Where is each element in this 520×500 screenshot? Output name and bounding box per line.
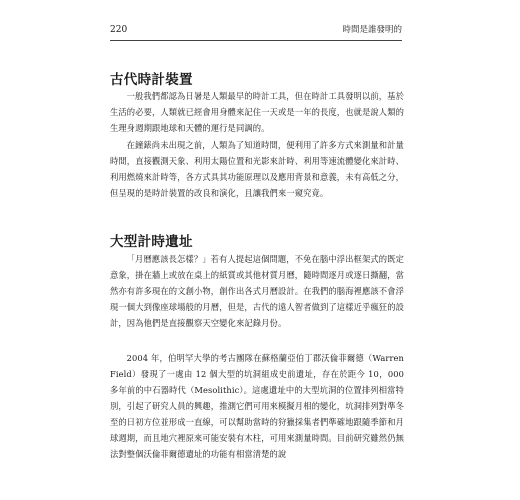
running-header	[110, 24, 402, 41]
section-heading-large-timekeeping-sites: 大型計時遺址	[110, 234, 193, 250]
body-paragraph: 在鐘錶尚未出現之前，人類為了知道時間，便利用了許多方式來測量和計量時間，直接觀測天象、利用太陽位置和光影來計時、利用等速流體變化來計時、利用燃燒來計時等，各方式具其功能原理以及應用背景和意義，未有高低之分，但呈現的是時計裝置的改良和演化，且讓我們來一窺究竟。	[110, 140, 404, 198]
section-heading-ancient-timekeeping: 古代時計裝置	[110, 72, 193, 88]
running-title: 時間是誰發明的	[342, 25, 402, 35]
body-paragraph: 2004 年，伯明罕大學的考古團隊在蘇格蘭亞伯丁郡沃倫菲爾德（Warren Field）發現了一處由 12 個大型的坑洞組成史前遺址，存在於距今 10，000 多年前的中石器時代（Mesolithic）。這處遺址中的大型坑洞的位置排列相當特別，引起了研究人員的興趣，推測它們可用來模擬月相的變化，坑洞排列對準冬至的日初方位並形成一直線，可以幫助當時的狩獵採集者們準確地跟隨季節和月球週期，而且地穴裡原來可能安裝有木柱，可用來測量時間。目前研究雖然仍無法對整個沃倫菲爾德遺址的功能有相當清楚的說	[110, 353, 404, 459]
page-number: 220	[110, 25, 128, 35]
body-paragraph: 「月曆應該長怎樣？」若有人提起這個問題，不免在腦中浮出框架式的既定意象，掛在牆上或放在桌上的紙質或其他材質月曆，隨時間逐月或逐日撕翻，當然亦有許多現在的文創小物，創作出各式月曆設計。在我們的腦海裡應該不會浮現一個大到像座球場般的月曆，但是，古代的遠人智者做到了這樣近乎瘋狂的設計，因為他們是直接觀察天空變化來記錄月份。	[110, 254, 404, 328]
body-paragraph: 一般我們都認為日暑是人類最早的時計工具，但在時計工具發明以前，基於生活的必要，人類就已經會用身體來記住一天或是一年的長度，也就是說人類的生理身週期跟地球和天體的運行是同調的。	[110, 91, 404, 133]
